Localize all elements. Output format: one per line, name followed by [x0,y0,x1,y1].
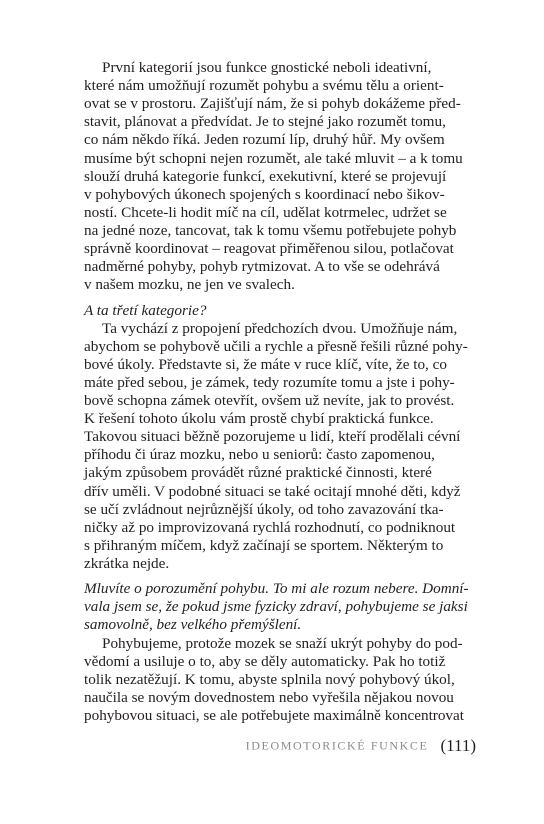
text-line: abychom se pohybově učili a rychle a přesně řešili různé pohy- [84,337,468,355]
text-line: ovat se v prostoru. Zajišťují nám, že si pohyb dokážeme před- [84,95,461,113]
question-line: samovolně, bez velkého přemýšlení. [84,616,302,634]
text-line: příhodu či úraz mozku, nebo u seniorů: často zapomenou, [84,446,435,464]
question-line: A ta třetí kategorie? [84,301,207,319]
page-number: (111) [440,736,476,755]
question-line: vala jsem se, že pokud jsme fyzicky zdraví, pohybujeme se jaksi [84,598,468,616]
text-line: Pohybujeme, protože mozek se snaží ukrýt pohyby do pod- [102,634,463,652]
text-line: nadměrné pohyby, pohyb rytmizovat. A to vše se odehrává [84,258,440,276]
page-footer [0,736,476,756]
text-line: správně koordinovat – reagovat přiměřenou silou, potlačovat [84,240,454,257]
text-line: ničky až po improvizovaná rychlá rozhodnutí, co podniknout [84,518,456,536]
text-line: na jedné noze, tancovat, tak k tomu všemu potřebujete pohyb [84,221,457,239]
text-line: co nám někdo říká. Jeden rozumí líp, druhý hůř. My ovšem [84,131,445,149]
text-line: vědomí a usiluje o to, aby se děly automaticky. Pak ho totiž [84,652,446,670]
text-line: bové úkoly. Představte si, že máte v ruce klíč, víte, že to, co [84,355,447,373]
text-line: pohybovou situaci, se ale potřebujete maximálně koncentrovat [84,706,464,724]
text-line: se učí zvládnout nejrůznější úkoly, od toho zavazování tka- [84,500,444,518]
text-line: ností. Chcete-li hodit míč na cíl, udělat kotrmelec, udržet se [84,203,447,221]
text-line: Ta vychází z propojení předchozích dvou. Umožňuje nám, [102,319,458,337]
text-line: naučila se novým dovednostem nebo vyřešila nějakou novou [84,688,454,706]
text-line: které nám umožňují rozumět pohybu a svému tělu a orient- [84,77,444,95]
question-line: Mluvíte o porozumění pohybu. To mi ale rozum nebere. Domní- [84,580,469,598]
text-line: musíme být schopni nejen rozumět, ale také mluvit – a k tomu [84,149,463,167]
text-line: v pohybových úkonech spojených s koordinací nebo šikov- [84,185,445,203]
running-head: IDEOMOTORICKÉ FUNKCE [245,738,429,753]
text-line: bově schopna zámek otevřít, ovšem už nevíte, jak to provést. [84,392,455,410]
text-line: tolik nezatěžují. K tomu, abyste splnila nový pohybový úkol, [84,670,455,688]
text-line: s přihraným míčem, když začínají se sportem. Některým to [84,536,444,554]
text-line: v našem mozku, ne jen ve svalech. [84,276,295,294]
text-line: Takovou situaci běžně pozorujeme u lidí, kteří prodělali cévní [84,428,461,446]
text-line: stavit, plánovat a předvídat. Je to stejné jako rozumět tomu, [84,113,446,131]
text-line: zkrátka nejde. [84,554,170,572]
text-line: První kategorií jsou funkce gnostické neboli ideativní, [102,59,432,76]
text-line: jakým způsobem provádět různé praktické činnosti, které [84,464,432,482]
text-line: slouží druhá kategorie funkcí, exekutivní, které se projevují [84,167,447,185]
text-line: dřív uměli. V podobné situaci se také ocitají mnohé děti, když [84,482,461,500]
text-line: K řešení tohoto úkolu vám prostě chybí praktická funkce. [84,410,434,428]
text-line: máte před sebou, je zámek, tedy rozumíte tomu a jste i pohy- [84,373,455,391]
